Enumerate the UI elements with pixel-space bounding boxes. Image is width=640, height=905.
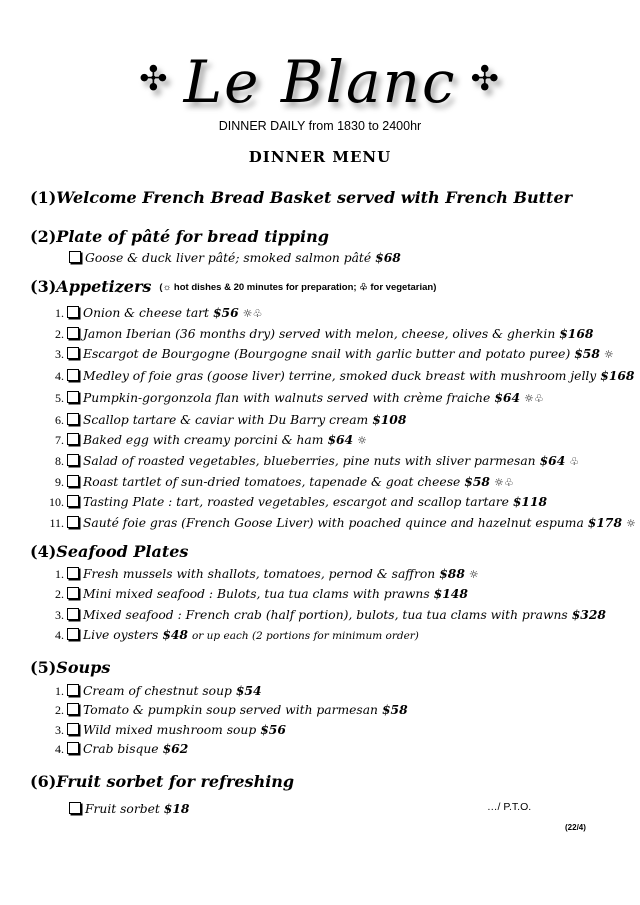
section-heading-seafood: (4)Seafood Plates (30, 542, 189, 561)
checkbox-icon (67, 369, 79, 381)
checkbox-icon (67, 516, 79, 528)
list-item: 3. Wild mixed mushroom soup $56 (55, 722, 286, 737)
restaurant-logo (0, 48, 640, 116)
section-heading-bread: (1)Welcome French Bread Basket served with French Butter (30, 188, 573, 207)
page-reference: (22/4) (565, 823, 586, 832)
list-item: 2. Jamon Iberian (36 months dry) served with melon, cheese, olives & gherkin $168 (55, 326, 594, 341)
restaurant-name: Le Blanc (183, 48, 457, 116)
list-item: 4. Crab bisque $62 (55, 741, 189, 756)
checkbox-icon (67, 391, 79, 403)
section-heading-appetizers: (3)Appetizers (☼ hot dishes & 20 minutes for preparation; ♧ for vegetarian) (30, 277, 437, 296)
checkbox-icon (67, 742, 79, 754)
checkbox-icon (67, 347, 79, 359)
checkbox-icon (67, 703, 79, 715)
checkbox-icon (67, 306, 79, 318)
ornament-left-icon: ✣ (139, 59, 170, 99)
checkbox-icon (67, 327, 79, 339)
checkbox-icon (67, 567, 79, 579)
checkbox-icon (67, 628, 79, 640)
checkbox-icon (67, 475, 79, 487)
checkbox-icon (67, 684, 79, 696)
list-item: 3. Escargot de Bourgogne (Bourgogne snail with garlic butter and potato puree) $58 ☼ (55, 346, 614, 361)
list-item: 2. Mini mixed seafood : Bulots, tua tua clams with prawns $148 (55, 586, 468, 601)
list-item: 9. Roast tartlet of sun-dried tomatoes, tapenade & goat cheese $58 ☼♧ (55, 474, 514, 489)
list-item: 6. Scallop tartare & caviar with Du Barry cream $108 (55, 412, 407, 427)
list-item: 1. Fresh mussels with shallots, tomatoes, pernod & saffron $88 ☼ (55, 566, 479, 581)
checkbox-icon (67, 454, 79, 466)
list-item: 8. Salad of roasted vegetables, blueberries, pine nuts with sliver parmesan $64 ♧ (55, 453, 580, 468)
checkbox-icon (69, 802, 81, 814)
please-turn-over: …/ P.T.O. (487, 801, 532, 813)
checkbox-icon (67, 413, 79, 425)
list-item: 5. Pumpkin-gorgonzola flan with walnuts served with crème fraiche $64 ☼♧ (55, 390, 544, 405)
ornament-right-icon: ✣ (470, 59, 501, 99)
checkbox-icon (67, 608, 79, 620)
dinner-hours: DINNER DAILY from 1830 to 2400hr (218, 119, 422, 133)
list-item: Fruit sorbet $18 (66, 801, 189, 817)
checkbox-icon (67, 433, 79, 445)
list-item: 4. Medley of foie gras (goose liver) terrine, smoked duck breast with mushroom jelly $168 (55, 368, 635, 383)
list-item: 1. Onion & cheese tart $56 ☼♧ (55, 305, 263, 320)
list-item: 3. Mixed seafood : French crab (half portion), bulots, tua tua clams with prawns $328 (55, 607, 606, 622)
checkbox-icon (67, 723, 79, 735)
list-item: 4. Live oysters $48 or up each (2 portions for minimum order) (55, 627, 419, 642)
checkbox-icon (67, 495, 79, 507)
list-item: Goose & duck liver pâté; smoked salmon pâté $68 (66, 250, 401, 266)
list-item: 11. Sauté foie gras (French Goose Liver) with poached quince and hazelnut espuma $178 ☼ (49, 515, 636, 530)
section-heading-soups: (5)Soups (30, 658, 111, 677)
list-item: 10. Tasting Plate : tart, roasted vegetables, escargot and scallop tartare $118 (49, 494, 548, 509)
section-heading-pate: (2)Plate of pâté for bread tipping (30, 227, 329, 246)
appetizer-legend: (☼ hot dishes & 20 minutes for preparation; ♧ for vegetarian) (159, 282, 437, 293)
list-item: 2. Tomato & pumpkin soup served with parmesan $58 (55, 702, 408, 717)
checkbox-icon (67, 587, 79, 599)
menu-title: DINNER MENU (248, 148, 392, 166)
list-item: 7. Baked egg with creamy porcini & ham $64 ☼ (55, 432, 367, 447)
list-item: 1. Cream of chestnut soup $54 (55, 683, 262, 698)
checkbox-icon (69, 251, 81, 263)
section-heading-sorbet: (6)Fruit sorbet for refreshing (30, 772, 295, 791)
